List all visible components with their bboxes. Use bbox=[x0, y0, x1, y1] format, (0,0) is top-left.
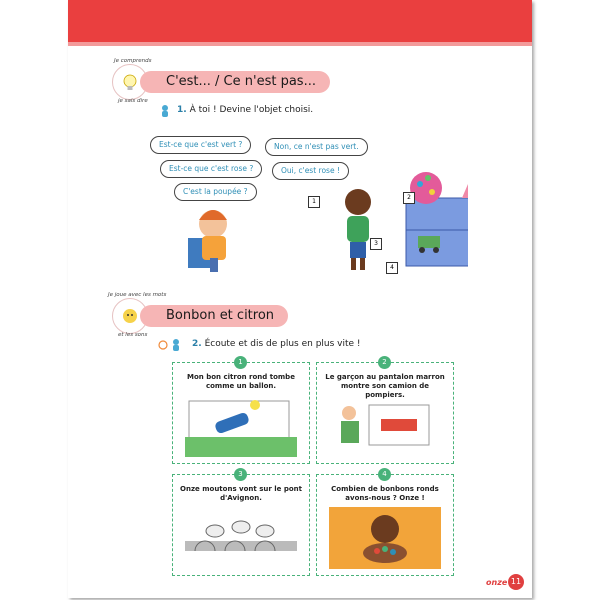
card-number: 3 bbox=[234, 468, 247, 481]
speech-bubble-left-3: C'est la poupée ? bbox=[174, 183, 257, 201]
top-banner-stripe bbox=[68, 42, 532, 46]
goalkeeper-illustration bbox=[185, 395, 297, 457]
boy-on-chair bbox=[188, 210, 227, 272]
shelf-label-4: 4 bbox=[386, 262, 398, 274]
child-standing bbox=[345, 189, 371, 270]
section-title-2: Bonbon et citron bbox=[140, 305, 288, 327]
textbook-page bbox=[68, 0, 532, 598]
tongue-twister-card-3 bbox=[172, 470, 310, 576]
instruction-1-text: À toi ! Devine l'objet choisi. bbox=[189, 105, 314, 115]
speaking-child-icon bbox=[160, 104, 172, 118]
tongue-twister-card-1 bbox=[172, 358, 310, 464]
badge-top-text-2: Je joue avec les mots bbox=[108, 292, 167, 298]
card-number: 4 bbox=[378, 468, 391, 481]
instruction-2-number: 2. bbox=[192, 339, 202, 349]
shelf-label-1: 1 bbox=[308, 196, 320, 208]
badge-top-text: Je comprends bbox=[114, 58, 152, 64]
shelf-label-2: 2 bbox=[403, 192, 415, 204]
speech-bubble-left-1: Est-ce que c'est vert ? bbox=[150, 136, 251, 154]
speech-bubble-right-1: Non, ce n'est pas vert. bbox=[265, 138, 368, 156]
shelf-label-3: 3 bbox=[370, 238, 382, 250]
card-text: Combien de bonbons ronds avons-nous ? Onze ! bbox=[331, 485, 439, 502]
speech-bubble-right-2: Oui, c'est rose ! bbox=[272, 162, 349, 180]
instruction-1-number: 1. bbox=[177, 105, 187, 115]
card-text: Mon bon citron rond tombe comme un ballon. bbox=[187, 373, 295, 390]
candy-hands-illustration bbox=[329, 507, 441, 569]
listen-speak-icons bbox=[158, 338, 188, 352]
tongue-twister-card-4 bbox=[316, 470, 454, 576]
boy-fire-truck-illustration bbox=[329, 395, 441, 457]
card-text: Onze moutons vont sur le pont d'Avignon. bbox=[180, 485, 302, 502]
top-banner bbox=[68, 0, 532, 42]
card-text: Le garçon au pantalon marron montre son camion de pompiers. bbox=[325, 373, 445, 399]
badge-bottom-text: je sais dire bbox=[118, 98, 148, 104]
instruction-2-text: Écoute et dis de plus en plus vite ! bbox=[204, 339, 361, 349]
badge-bottom-text-2: et les sons bbox=[118, 332, 148, 338]
card-number: 2 bbox=[378, 356, 391, 369]
page-number: 11 bbox=[508, 574, 524, 590]
toy-shelf bbox=[406, 170, 468, 266]
tongue-twister-card-2 bbox=[316, 358, 454, 464]
sheep-bridge-illustration bbox=[185, 507, 297, 569]
instruction-1 bbox=[177, 105, 313, 115]
card-number: 1 bbox=[234, 356, 247, 369]
speech-bubble-left-2: Est-ce que c'est rose ? bbox=[160, 160, 262, 178]
instruction-2 bbox=[192, 339, 361, 349]
page-word: onze bbox=[486, 578, 508, 587]
guessing-game-illustration bbox=[168, 170, 468, 280]
section-title-1: C'est... / Ce n'est pas... bbox=[140, 71, 330, 93]
